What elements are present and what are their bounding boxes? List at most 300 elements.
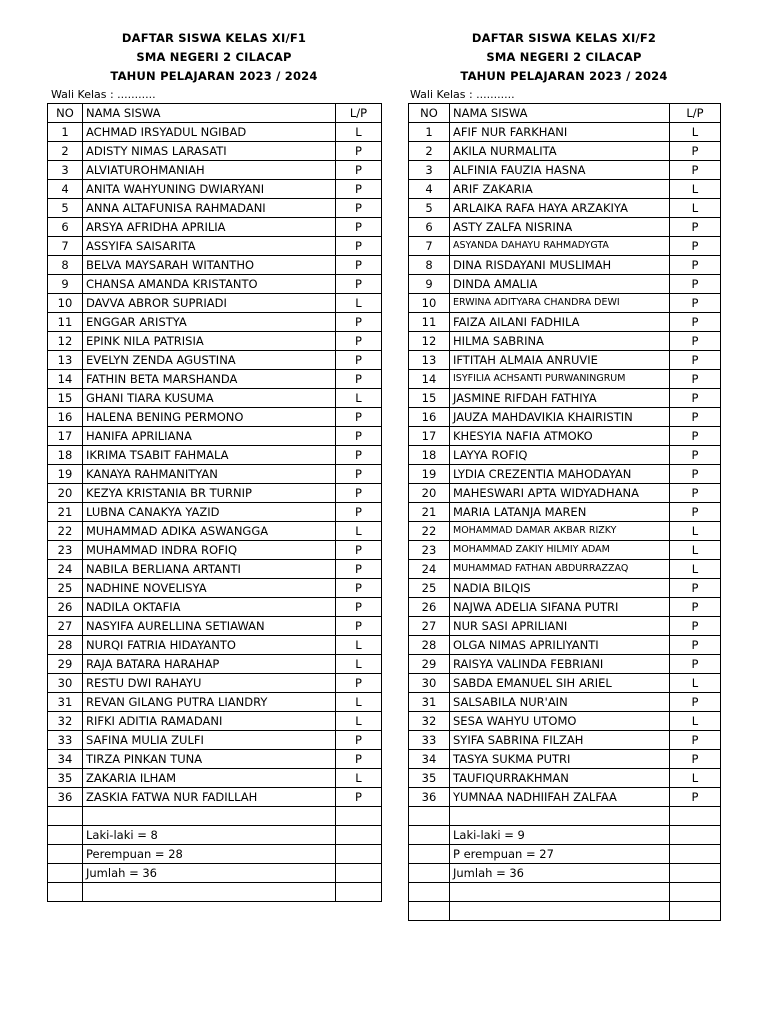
student-gender: L [336, 294, 382, 313]
header-lp: L/P [336, 104, 382, 123]
student-number: 25 [409, 579, 450, 598]
student-gender: P [670, 617, 721, 636]
student-gender: L [670, 674, 721, 693]
student-gender: L [670, 712, 721, 731]
header-nama-siswa: NAMA SISWA [450, 104, 670, 123]
table-header-row [409, 104, 721, 123]
summary-blank-cell [336, 826, 382, 845]
student-number: 1 [409, 123, 450, 142]
student-gender: P [336, 427, 382, 446]
summary-row [409, 807, 721, 826]
table-row [409, 788, 721, 807]
student-number: 26 [409, 598, 450, 617]
table-row [409, 598, 721, 617]
table-row [48, 788, 382, 807]
table-row [409, 351, 721, 370]
table-row [409, 237, 721, 256]
student-gender: L [670, 541, 721, 560]
table-row [409, 769, 721, 788]
student-gender: P [336, 750, 382, 769]
student-gender: P [670, 788, 721, 807]
student-name: KHESYIA NAFIA ATMOKO [450, 427, 670, 446]
table-row [409, 408, 721, 427]
student-gender: P [670, 218, 721, 237]
student-gender: P [336, 161, 382, 180]
student-name: ASTY ZALFA NISRINA [450, 218, 670, 237]
student-number: 4 [409, 180, 450, 199]
summary-text: P erempuan = 27 [450, 845, 670, 864]
table-row [409, 313, 721, 332]
student-name: NADIA BILQIS [450, 579, 670, 598]
summary-text [83, 807, 336, 826]
student-name: NURQI FATRIA HIDAYANTO [83, 636, 336, 655]
student-gender: P [336, 541, 382, 560]
student-number: 13 [409, 351, 450, 370]
student-number: 3 [48, 161, 83, 180]
student-gender: P [336, 579, 382, 598]
student-name: MUHAMMAD INDRA ROFIQ [83, 541, 336, 560]
student-gender: P [336, 731, 382, 750]
student-number: 25 [48, 579, 83, 598]
list-title-line-2: SMA NEGERI 2 CILACAP [136, 50, 292, 64]
student-name: NADHINE NOVELISYA [83, 579, 336, 598]
student-gender: P [336, 275, 382, 294]
summary-text: Jumlah = 36 [450, 864, 670, 883]
wali-kelas-label: Wali Kelas : ........... [410, 88, 515, 101]
student-gender: P [670, 142, 721, 161]
student-gender: P [336, 332, 382, 351]
student-number: 11 [409, 313, 450, 332]
student-gender: L [336, 123, 382, 142]
student-gender: L [670, 123, 721, 142]
student-number: 32 [48, 712, 83, 731]
student-gender: P [336, 218, 382, 237]
table-row [409, 484, 721, 503]
student-gender: L [336, 522, 382, 541]
student-name: MUHAMMAD FATHAN ABDURRAZZAQ [450, 560, 670, 579]
student-number: 16 [48, 408, 83, 427]
summary-text [83, 883, 336, 902]
table-row [48, 351, 382, 370]
table-row [48, 408, 382, 427]
table-row [48, 541, 382, 560]
table-row [409, 503, 721, 522]
student-name: IKRIMA TSABIT FAHMALA [83, 446, 336, 465]
student-number: 9 [48, 275, 83, 294]
student-number: 14 [48, 370, 83, 389]
student-number: 21 [48, 503, 83, 522]
table-row [409, 693, 721, 712]
summary-text: Laki-laki = 8 [83, 826, 336, 845]
table-row [48, 161, 382, 180]
student-gender: P [670, 351, 721, 370]
student-gender: P [336, 503, 382, 522]
student-gender: P [670, 465, 721, 484]
table-row [409, 465, 721, 484]
student-number: 15 [409, 389, 450, 408]
summary-text: Jumlah = 36 [83, 864, 336, 883]
student-gender: L [670, 199, 721, 218]
student-name: ZAKARIA ILHAM [83, 769, 336, 788]
student-gender: L [670, 769, 721, 788]
table-row [409, 655, 721, 674]
student-number: 20 [48, 484, 83, 503]
student-name: MOHAMMAD ZAKIY HILMIY ADAM [450, 541, 670, 560]
table-row [409, 560, 721, 579]
summary-row [48, 807, 382, 826]
student-gender: P [670, 655, 721, 674]
student-number: 30 [409, 674, 450, 693]
student-gender: P [670, 275, 721, 294]
summary-blank-cell [336, 883, 382, 902]
table-header-row [48, 104, 382, 123]
student-number: 23 [409, 541, 450, 560]
student-gender: P [336, 370, 382, 389]
student-number: 13 [48, 351, 83, 370]
student-name: NASYIFA AURELLINA SETIAWAN [83, 617, 336, 636]
student-name: RESTU DWI RAHAYU [83, 674, 336, 693]
wali-kelas-label: Wali Kelas : ........... [51, 88, 156, 101]
summary-row [48, 845, 382, 864]
student-number: 22 [409, 522, 450, 541]
summary-row [48, 826, 382, 845]
table-row [409, 750, 721, 769]
table-row [48, 598, 382, 617]
student-name: RIFKI ADITIA RAMADANI [83, 712, 336, 731]
student-name: DINA RISDAYANI MUSLIMAH [450, 256, 670, 275]
student-gender: P [336, 598, 382, 617]
student-number: 4 [48, 180, 83, 199]
table-row [409, 674, 721, 693]
student-name: REVAN GILANG PUTRA LIANDRY [83, 693, 336, 712]
class-list-xi-f2 [408, 29, 720, 921]
table-row [48, 446, 382, 465]
student-name: HILMA SABRINA [450, 332, 670, 351]
student-name: ACHMAD IRSYADUL NGIBAD [83, 123, 336, 142]
student-name: ENGGAR ARISTYA [83, 313, 336, 332]
table-row [409, 161, 721, 180]
student-name: NADILA OKTAFIA [83, 598, 336, 617]
table-row [48, 180, 382, 199]
student-number: 36 [48, 788, 83, 807]
student-name: LAYYA ROFIQ [450, 446, 670, 465]
table-row [48, 750, 382, 769]
student-gender: P [670, 636, 721, 655]
table-row [409, 617, 721, 636]
student-gender: P [670, 427, 721, 446]
student-number: 3 [409, 161, 450, 180]
table-row [48, 769, 382, 788]
student-name: SYIFA SABRINA FILZAH [450, 731, 670, 750]
table-row [409, 294, 721, 313]
list-title-line-1: DAFTAR SISWA KELAS XI/F2 [471, 31, 657, 45]
student-gender: P [336, 351, 382, 370]
student-number: 30 [48, 674, 83, 693]
student-gender: L [670, 522, 721, 541]
summary-text: Laki-laki = 9 [450, 826, 670, 845]
table-row [409, 370, 721, 389]
header-no: NO [409, 104, 450, 123]
summary-row [409, 902, 721, 921]
student-number: 34 [409, 750, 450, 769]
summary-blank-cell [409, 864, 450, 883]
student-number: 24 [48, 560, 83, 579]
student-gender: P [336, 617, 382, 636]
student-number: 2 [48, 142, 83, 161]
table-row [409, 123, 721, 142]
student-gender: P [670, 332, 721, 351]
summary-blank-cell [336, 807, 382, 826]
table-row [409, 731, 721, 750]
student-name: OLGA NIMAS APRILIYANTI [450, 636, 670, 655]
student-name: ZASKIA FATWA NUR FADILLAH [83, 788, 336, 807]
table-row [409, 389, 721, 408]
list-title-line-1: DAFTAR SISWA KELAS XI/F1 [121, 31, 307, 45]
table-row [48, 617, 382, 636]
student-number: 5 [409, 199, 450, 218]
summary-blank-cell [409, 807, 450, 826]
student-gender: L [336, 655, 382, 674]
table-row [409, 218, 721, 237]
student-gender: P [670, 750, 721, 769]
student-name: ANITA WAHYUNING DWIARYANI [83, 180, 336, 199]
student-number: 22 [48, 522, 83, 541]
student-name: FAIZA AILANI FADHILA [450, 313, 670, 332]
student-gender: L [336, 769, 382, 788]
student-name: ALFINIA FAUZIA HASNA [450, 161, 670, 180]
student-name: ADISTY NIMAS LARASATI [83, 142, 336, 161]
student-gender: P [670, 389, 721, 408]
student-number: 10 [409, 294, 450, 313]
summary-row [409, 864, 721, 883]
summary-blank-cell [670, 826, 721, 845]
student-name: KANAYA RAHMANITYAN [83, 465, 336, 484]
table-row [48, 237, 382, 256]
student-number: 6 [409, 218, 450, 237]
student-number: 24 [409, 560, 450, 579]
student-number: 14 [409, 370, 450, 389]
table-row [48, 655, 382, 674]
summary-blank-cell [336, 864, 382, 883]
student-name: FATHIN BETA MARSHANDA [83, 370, 336, 389]
student-gender: L [336, 712, 382, 731]
student-name: ARIF ZAKARIA [450, 180, 670, 199]
student-number: 17 [48, 427, 83, 446]
student-gender: P [336, 199, 382, 218]
table-row [48, 560, 382, 579]
summary-text [450, 807, 670, 826]
student-number: 31 [48, 693, 83, 712]
summary-blank-cell [48, 826, 83, 845]
student-name: SABDA EMANUEL SIH ARIEL [450, 674, 670, 693]
student-number: 33 [409, 731, 450, 750]
student-number: 31 [409, 693, 450, 712]
summary-row [409, 845, 721, 864]
summary-blank-cell [48, 807, 83, 826]
student-name: TASYA SUKMA PUTRI [450, 750, 670, 769]
student-number: 21 [409, 503, 450, 522]
student-number: 5 [48, 199, 83, 218]
table-row [409, 180, 721, 199]
summary-blank-cell [670, 883, 721, 902]
summary-blank-cell [48, 845, 83, 864]
student-gender: P [670, 598, 721, 617]
student-number: 17 [409, 427, 450, 446]
student-name: LYDIA CREZENTIA MAHODAYAN [450, 465, 670, 484]
student-number: 28 [409, 636, 450, 655]
student-table [408, 103, 721, 921]
table-row [409, 256, 721, 275]
summary-text [450, 902, 670, 921]
student-name: IFTITAH ALMAIA ANRUVIE [450, 351, 670, 370]
student-number: 34 [48, 750, 83, 769]
student-name: DAVVA ABROR SUPRIADI [83, 294, 336, 313]
student-number: 18 [409, 446, 450, 465]
table-row [409, 712, 721, 731]
student-name: ARSYA AFRIDHA APRILIA [83, 218, 336, 237]
table-row [48, 636, 382, 655]
summary-row [48, 864, 382, 883]
student-gender: P [336, 142, 382, 161]
summary-blank-cell [409, 826, 450, 845]
student-name: RAISYA VALINDA FEBRIANI [450, 655, 670, 674]
student-number: 6 [48, 218, 83, 237]
student-name: LUBNA CANAKYA YAZID [83, 503, 336, 522]
summary-blank-cell [409, 883, 450, 902]
student-name: NABILA BERLIANA ARTANTI [83, 560, 336, 579]
student-name: YUMNAA NADHIIFAH ZALFAA [450, 788, 670, 807]
table-row [48, 275, 382, 294]
table-row [48, 389, 382, 408]
summary-blank-cell [48, 864, 83, 883]
summary-row [409, 826, 721, 845]
student-name: JASMINE RIFDAH FATHIYA [450, 389, 670, 408]
summary-blank-cell [409, 845, 450, 864]
student-number: 19 [48, 465, 83, 484]
table-row [48, 332, 382, 351]
table-row [48, 731, 382, 750]
student-gender: P [336, 180, 382, 199]
header-lp: L/P [670, 104, 721, 123]
student-gender: P [670, 294, 721, 313]
student-name: ALVIATUROHMANIAH [83, 161, 336, 180]
student-name: MUHAMMAD ADIKA ASWANGGA [83, 522, 336, 541]
student-number: 15 [48, 389, 83, 408]
student-name: ARLAIKA RAFA HAYA ARZAKIYA [450, 199, 670, 218]
header-nama-siswa: NAMA SISWA [83, 104, 336, 123]
student-gender: P [670, 693, 721, 712]
student-name: TAUFIQURRAKHMAN [450, 769, 670, 788]
header-no: NO [48, 104, 83, 123]
student-number: 36 [409, 788, 450, 807]
student-number: 7 [48, 237, 83, 256]
student-gender: L [336, 636, 382, 655]
summary-blank-cell [670, 864, 721, 883]
list-title-line-3: TAHUN PELAJARAN 2023 / 2024 [460, 69, 668, 83]
summary-blank-cell [670, 807, 721, 826]
table-row [409, 427, 721, 446]
student-name: NUR SASI APRILIANI [450, 617, 670, 636]
summary-text [450, 883, 670, 902]
table-row [48, 427, 382, 446]
student-number: 18 [48, 446, 83, 465]
student-gender: P [670, 161, 721, 180]
summary-blank-cell [409, 902, 450, 921]
student-name: GHANI TIARA KUSUMA [83, 389, 336, 408]
table-row [48, 199, 382, 218]
table-row [409, 636, 721, 655]
student-name: ASSYIFA SAISARITA [83, 237, 336, 256]
summary-row [48, 883, 382, 902]
table-row [48, 522, 382, 541]
list-title-line-2: SMA NEGERI 2 CILACAP [486, 50, 642, 64]
student-number: 11 [48, 313, 83, 332]
student-gender: L [336, 693, 382, 712]
table-row [409, 332, 721, 351]
table-row [409, 522, 721, 541]
summary-blank-cell [670, 845, 721, 864]
student-number: 33 [48, 731, 83, 750]
table-row [409, 541, 721, 560]
table-row [48, 712, 382, 731]
student-name: TIRZA PINKAN TUNA [83, 750, 336, 769]
table-row [48, 313, 382, 332]
summary-blank-cell [48, 883, 83, 902]
table-row [48, 693, 382, 712]
list-title-line-3: TAHUN PELAJARAN 2023 / 2024 [110, 69, 318, 83]
student-gender: P [336, 465, 382, 484]
student-number: 29 [48, 655, 83, 674]
table-row [409, 142, 721, 161]
student-number: 10 [48, 294, 83, 313]
summary-blank-cell [670, 902, 721, 921]
table-row [409, 579, 721, 598]
summary-row [409, 883, 721, 902]
table-row [48, 579, 382, 598]
student-name: KEZYA KRISTANIA BR TURNIP [83, 484, 336, 503]
student-name: SESA WAHYU UTOMO [450, 712, 670, 731]
student-number: 7 [409, 237, 450, 256]
student-name: ASYANDA DAHAYU RAHMADYGTA [450, 237, 670, 256]
student-gender: P [336, 237, 382, 256]
student-gender: P [336, 484, 382, 503]
student-number: 32 [409, 712, 450, 731]
student-name: HALENA BENING PERMONO [83, 408, 336, 427]
table-row [48, 123, 382, 142]
table-row [48, 294, 382, 313]
student-number: 28 [48, 636, 83, 655]
student-gender: P [336, 446, 382, 465]
student-number: 16 [409, 408, 450, 427]
table-row [409, 275, 721, 294]
student-gender: P [670, 503, 721, 522]
summary-text: Perempuan = 28 [83, 845, 336, 864]
student-number: 2 [409, 142, 450, 161]
student-gender: P [670, 408, 721, 427]
student-name: ERWINA ADITYARA CHANDRA DEWI [450, 294, 670, 313]
student-gender: P [336, 560, 382, 579]
table-row [48, 465, 382, 484]
student-gender: P [670, 237, 721, 256]
student-gender: P [336, 788, 382, 807]
student-name: EVELYN ZENDA AGUSTINA [83, 351, 336, 370]
student-number: 9 [409, 275, 450, 294]
student-number: 35 [48, 769, 83, 788]
student-number: 12 [48, 332, 83, 351]
student-name: MARIA LATANJA MAREN [450, 503, 670, 522]
student-name: DINDA AMALIA [450, 275, 670, 294]
student-table [47, 103, 382, 902]
